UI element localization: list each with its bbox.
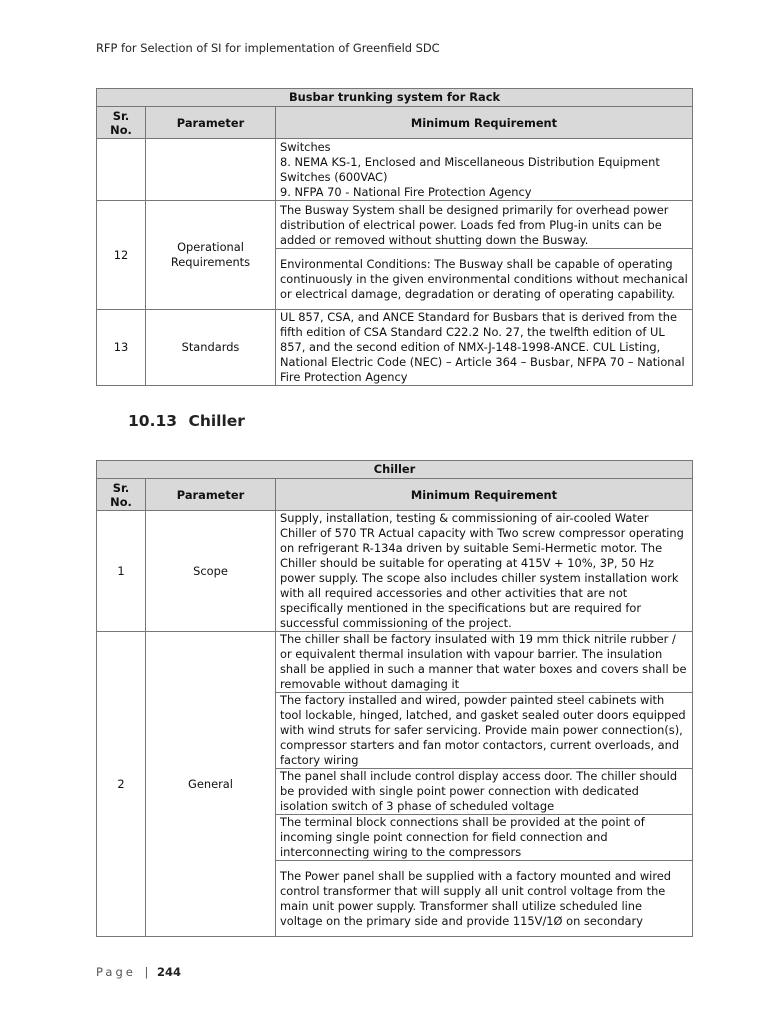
- table-title: Busbar trunking system for Rack: [97, 89, 693, 107]
- requirement-line: Switches (600VAC): [280, 169, 388, 184]
- column-header-sr-no: Sr. No.: [97, 479, 146, 511]
- page-number: 244: [157, 965, 182, 979]
- requirement-line: 8. NEMA KS-1, Enclosed and Miscellaneous Distribution Equipment: [280, 154, 660, 169]
- parameter-cell: General: [146, 632, 276, 937]
- page-separator: |: [144, 965, 149, 979]
- requirement-cell: Environmental Conditions: The Busway shall be capable of operating continuously in the given environmental conditions without mechanical or electrical damage, degradation or derating of operating capability.: [276, 249, 693, 310]
- section-heading: [128, 412, 245, 430]
- table-row: [97, 310, 693, 386]
- table-row: [97, 201, 693, 249]
- column-header-minimum-requirement: Minimum Requirement: [276, 107, 693, 139]
- column-header-parameter: Parameter: [146, 107, 276, 139]
- sr-no-cell: 13: [97, 310, 146, 386]
- column-header-sr-no: Sr. No.: [97, 107, 146, 139]
- busbar-requirements-table: [96, 88, 693, 386]
- parameter-cell: Standards: [146, 310, 276, 386]
- table-row: [97, 139, 693, 201]
- parameter-cell: Scope: [146, 511, 276, 632]
- section-number: 10.13: [128, 412, 178, 430]
- requirement-cell: The terminal block connections shall be provided at the point of incoming single point connection for field connection and interconnecting wiring to the compressors: [276, 815, 693, 861]
- sr-no-cell: [97, 139, 146, 201]
- column-header-minimum-requirement: Minimum Requirement: [276, 479, 693, 511]
- parameter-cell: [146, 139, 276, 201]
- parameter-cell: Operational Requirements: [146, 201, 276, 310]
- requirement-line: 9. NFPA 70 - National Fire Protection Agency: [280, 184, 532, 199]
- page-footer: [96, 965, 181, 979]
- document-header: RFP for Selection of SI for implementation of Greenfield SDC: [96, 41, 440, 55]
- requirement-cell: The Busway System shall be designed primarily for overhead power distribution of electrical power. Loads fed from Plug-in units can be added or removed without shutting down the Busway.: [276, 201, 693, 249]
- section-title: Chiller: [188, 412, 245, 430]
- table-title: Chiller: [97, 461, 693, 479]
- sr-no-cell: 1: [97, 511, 146, 632]
- sr-no-cell: 12: [97, 201, 146, 310]
- table-row: [97, 632, 693, 693]
- requirement-cell: Supply, installation, testing & commissioning of air-cooled Water Chiller of 570 TR Actual capacity with Two screw compressor operating on refrigerant R-134a driven by suitable Semi-Hermetic motor. The Chiller should be suitable for operating at 415V + 10%, 3P, 50 Hz power supply. The scope also includes chiller system installation work with all required accessories and other activities that are not specifically mentioned in the specifications but are required for successful commissioning of the project.: [276, 511, 693, 632]
- requirement-cell: [276, 139, 693, 201]
- requirement-cell: The factory installed and wired, powder painted steel cabinets with tool lockable, hinged, latched, and gasket sealed outer doors equipped with wind struts for safer servicing. Provide main power connection(s), compressor starters and fan motor contactors, current overloads, and factory wiring: [276, 693, 693, 769]
- page-label: Page: [96, 965, 136, 979]
- requirement-cell: The Power panel shall be supplied with a factory mounted and wired control transformer that will supply all unit control voltage from the main unit power supply. Transformer shall utilize scheduled line voltage on the primary side and provide 115V/1Ø on secondary: [276, 861, 693, 937]
- requirement-cell: The panel shall include control display access door. The chiller should be provided with single point power connection with dedicated isolation switch of 3 phase of scheduled voltage: [276, 769, 693, 815]
- requirement-cell: The chiller shall be factory insulated with 19 mm thick nitrile rubber / or equivalent thermal insulation with vapour barrier. The insulation shall be applied in such a manner that water boxes and covers shall be removable without damaging it: [276, 632, 693, 693]
- chiller-requirements-table: [96, 460, 693, 937]
- requirement-cell: UL 857, CSA, and ANCE Standard for Busbars that is derived from the fifth edition of CSA Standard C22.2 No. 27, the twelfth edition of UL 857, and the second edition of NMX-J-148-1998-ANCE. CUL Listing, National Electric Code (NEC) – Article 364 – Busbar, NFPA 70 – National Fire Protection Agency: [276, 310, 693, 386]
- column-header-parameter: Parameter: [146, 479, 276, 511]
- requirement-line: Switches: [280, 139, 331, 154]
- table-row: [97, 511, 693, 632]
- sr-no-cell: 2: [97, 632, 146, 937]
